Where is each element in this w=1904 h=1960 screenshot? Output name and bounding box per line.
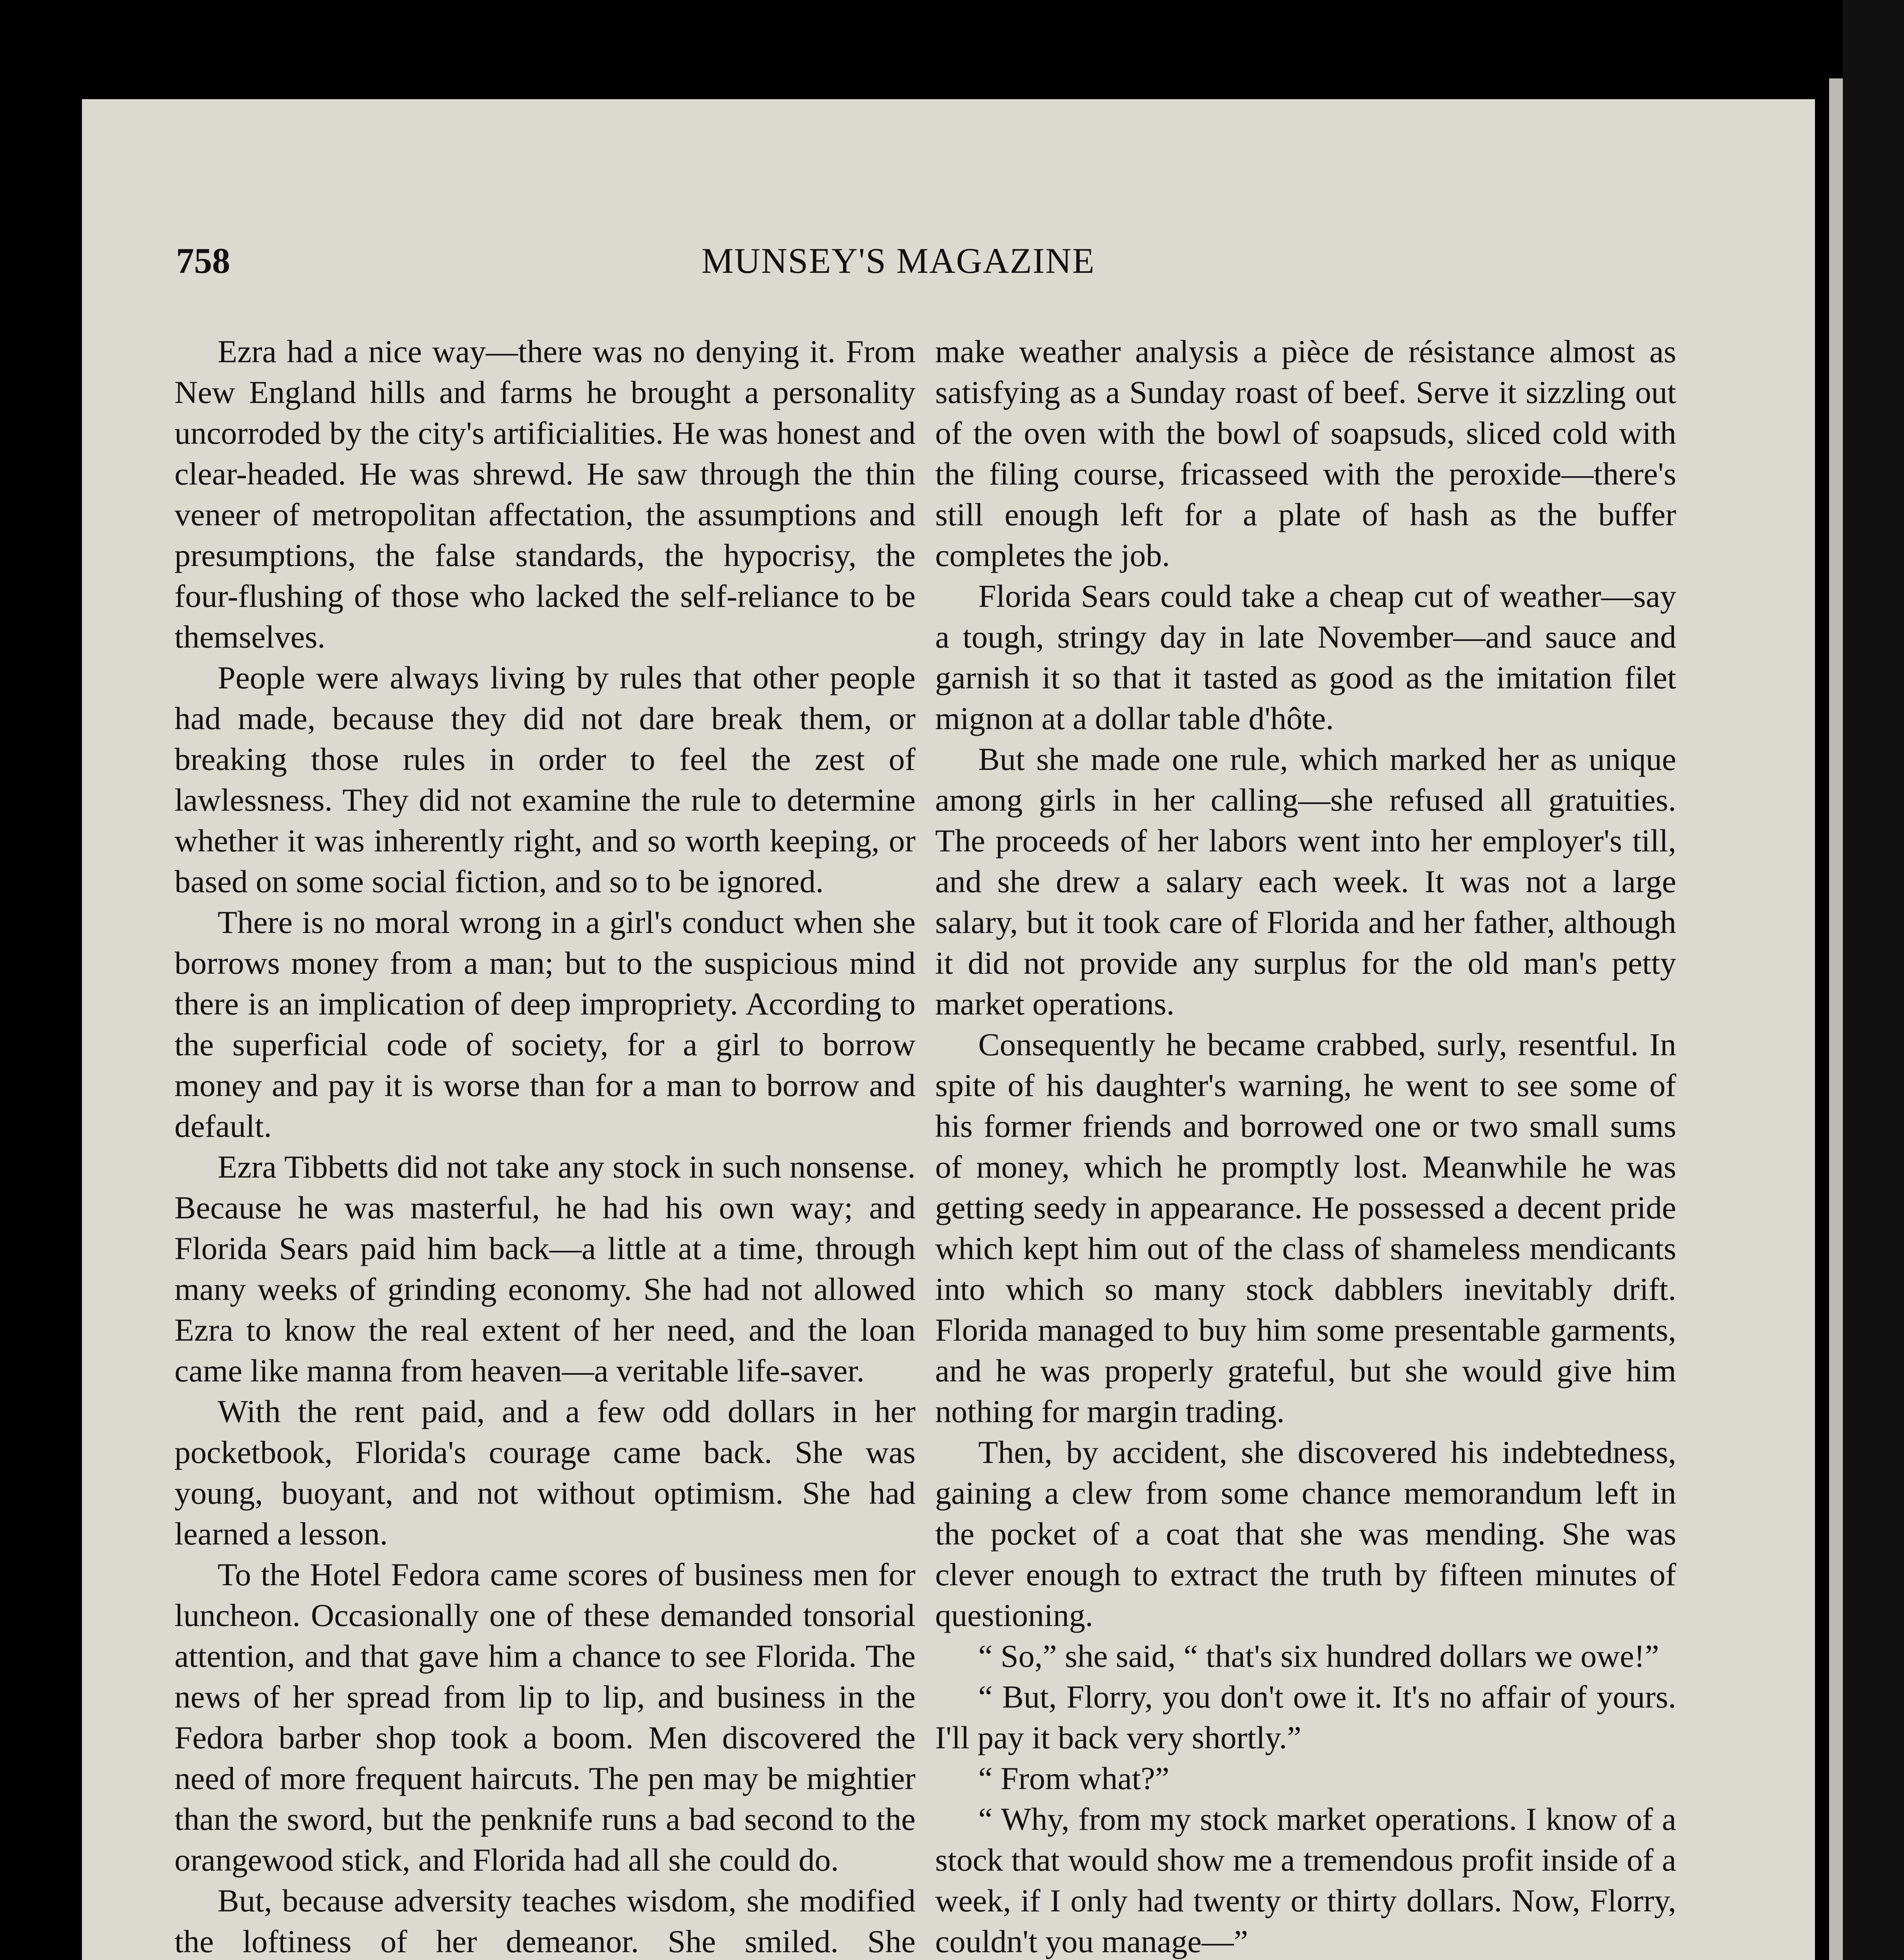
paragraph: But, because adversity teaches wisdom, she modified the loftiness of her demeanor. She smiled. She <box>174 1883 916 1959</box>
running-title: MUNSEY'S MAGAZINE <box>701 241 1095 281</box>
paragraph: To the Hotel Fedora came scores of business men for luncheon. Occasionally one of these demanded tonsorial attention, and that gave him a chance to see Florida. The news of her spread from lip to lip, and business in the Fedora barber shop took a boom. Men discovered the need of more frequent haircuts. The pen may be mightier than the sword, but the penknife runs a bad second to the orangewood stick, and Florida had all she could do. <box>174 1557 916 1878</box>
paragraph: Then, by accident, she discovered his indebtedness, gaining a clew from some chance memorandum left in the pocket of a coat that she was mending. She was clever enough to extract the truth by fifteen minutes of questioning. <box>935 1434 1676 1633</box>
facing-page-edge <box>1829 78 1843 1960</box>
left-column <box>174 331 916 1960</box>
paragraph-continued: make weather analysis a pièce de résistance almost as satisfying as a Sunday roast of beef. Serve it sizzling out of the oven with the bowl of soapsuds, sliced cold with the filing course, fricasseed with the peroxide—there's still enough left for a plate of hash as the buffer completes the job. <box>935 334 1676 573</box>
paragraph: Consequently he became crabbed, surly, resentful. In spite of his daughter's warning, he went to see some of his former friends and borrowed one or two small sums of money, which he promptly lost. Meanwhile he was getting seedy in appearance. He possessed a decent pride which kept him out of the class of shameless mendicants into which so many stock dabblers inevitably drift. Florida managed to buy him some presentable garments, and he was properly grateful, but she would give him nothing for margin trading. <box>935 1027 1676 1429</box>
paragraph: There is no moral wrong in a girl's conduct when she borrows money from a man; but to the suspicious mind there is an implication of deep impropriety. According to the superficial code of society, for a girl to borrow money and pay it is worse than for a man to borrow and default. <box>174 904 916 1144</box>
dialogue-line: “ From what?” <box>978 1760 1170 1796</box>
paragraph: Florida Sears could take a cheap cut of weather—say a tough, stringy day in late November—and sauce and garnish it so that it tasted as good as the imitation filet mignon at a dollar table d'hôte. <box>935 578 1676 736</box>
paragraph: But she made one rule, which marked her as unique among girls in her calling—she refused all gratuities. The proceeds of her labors went into her employer's till, and she drew a salary each week. It was not a large salary, but it took care of Florida and her father, although it did not provide any surplus for the old man's petty market operations. <box>935 741 1676 1022</box>
page-header <box>176 235 1180 286</box>
paragraph: People were always living by rules that other people had made, because they did not dare break them, or breaking those rules in order to feel the zest of lawlessness. They did not examine the rule to determine whether it was inherently right, and so worth keeping, or based on some social fiction, and so to be ignored. <box>174 660 916 899</box>
paragraph: Ezra had a nice way—there was no denying it. From New England hills and farms he brought a personality uncorroded by the city's artificialities. He was honest and clear-headed. He was shrewd. He saw through the thin veneer of metropolitan affectation, the assumptions and presumptions, the false standards, the hypocrisy, the four-flushing of those who lacked the self-reliance to be themselves. <box>174 334 916 655</box>
scan-border <box>1843 0 1904 1960</box>
paragraph: With the rent paid, and a few odd dollars in her pocketbook, Florida's courage came back. She was young, buoyant, and not without optimism. She had learned a lesson. <box>174 1394 916 1552</box>
paragraph: Ezra Tibbetts did not take any stock in such nonsense. Because he was masterful, he had his own way; and Florida Sears paid him back—a little at a time, through many weeks of grinding economy. She had not allowed Ezra to know the real extent of her need, and the loan came like manna from heaven—a veritable life-saver. <box>174 1149 916 1388</box>
dialogue-line: “ Why, from my stock market operations. I know of a stock that would show me a tremendous profit inside of a week, if I only had twenty or thirty dollars. Now, Florry, couldn't you manage—” <box>935 1801 1676 1959</box>
page-number: 758 <box>176 241 230 281</box>
dialogue-line: “ But, Florry, you don't owe it. It's no affair of yours. I'll pay it back very shortly.” <box>935 1679 1676 1755</box>
right-column <box>935 331 1676 1960</box>
dialogue-line: “ So,” she said, “ that's six hundred dollars we owe!” <box>978 1638 1659 1674</box>
